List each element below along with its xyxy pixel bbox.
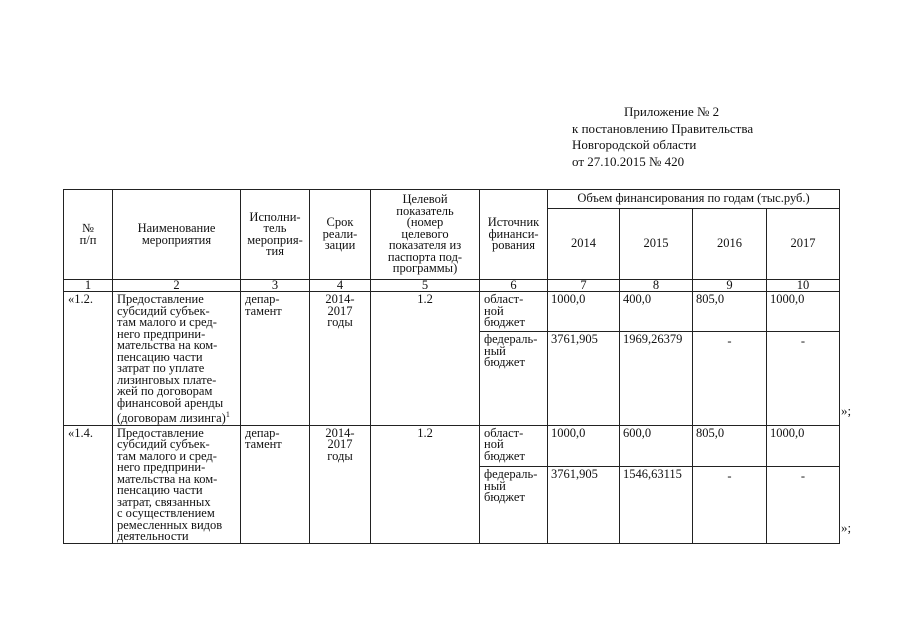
row-closing-mark: »; [841, 520, 852, 535]
column-number: 7 [548, 280, 620, 292]
amount-cell: - [693, 467, 767, 544]
column-number: 8 [620, 280, 693, 292]
document-header [572, 104, 753, 170]
header-year: 2015 [620, 209, 693, 280]
header-year: 2014 [548, 209, 620, 280]
target-indicator: 1.2 [371, 425, 480, 543]
column-number: 4 [310, 280, 371, 292]
funding-table [63, 189, 840, 544]
column-number: 10 [767, 280, 840, 292]
row-number: «1.2. [64, 292, 113, 426]
term: 2014- 2017 годы [310, 425, 371, 543]
appendix-line-date: от 27.10.2015 № 420 [572, 153, 685, 169]
amount-cell: 1000,0 [548, 425, 620, 466]
column-number: 9 [693, 280, 767, 292]
header-executor: Исполни- тель мероприя- тия [241, 190, 310, 280]
amount-cell: 1000,0 [767, 292, 840, 332]
header-year: 2017 [767, 209, 840, 280]
column-number: 2 [113, 280, 241, 292]
appendix-title: Приложение № 2 [624, 104, 720, 119]
header-target: Целевой показатель (номер целевого показателя из паспорта под- программы) [371, 190, 480, 280]
amount-cell: - [767, 332, 840, 425]
column-number: 5 [371, 280, 480, 292]
amount-cell: - [693, 332, 767, 425]
column-number: 6 [480, 280, 548, 292]
amount-cell: - [767, 467, 840, 544]
amount-cell: 3761,905 [548, 332, 620, 425]
amount-cell: 805,0 [693, 425, 767, 466]
amount-cell: 400,0 [620, 292, 693, 332]
target-indicator: 1.2 [371, 292, 480, 426]
header-term: Срок реали- зации [310, 190, 371, 280]
amount-cell: 1000,0 [767, 425, 840, 466]
funding-source: федераль- ный бюджет [480, 332, 548, 425]
header-name: Наименование мероприятия [113, 190, 241, 280]
amount-cell: 600,0 [620, 425, 693, 466]
executor: депар- тамент [241, 292, 310, 426]
amount-cell: 1546,63115 [620, 467, 693, 544]
column-number: 1 [64, 280, 113, 292]
column-number: 3 [241, 280, 310, 292]
measure-name: Предоставление субсидий субъек- там малого и сред- него предприни- мательства на ком- пенсацию части затрат по уплате лизинговых плате- жей по договорам финансовой аренды (договорам лизинга)$^1$ [113, 292, 241, 426]
term: 2014- 2017 годы [310, 292, 371, 426]
row-number: «1.4. [64, 425, 113, 543]
executor: депар- тамент [241, 425, 310, 543]
amount-cell: 805,0 [693, 292, 767, 332]
funding-source: област- ной бюджет [480, 292, 548, 332]
appendix-line-decree: к постановлению Правительства [572, 120, 754, 136]
appendix-line-region: Новгородской области [572, 137, 697, 152]
measure-name: Предоставление субсидий субъек- там малого и сред- него предприни- мательства на ком- пенсацию части затрат, связанных с осуществлением ремесленных видов деятельности [113, 425, 241, 543]
header-year: 2016 [693, 209, 767, 280]
header-source: Источник финанси- рования [480, 190, 548, 280]
header-num: № п/п [64, 190, 113, 280]
amount-cell: 1000,0 [548, 292, 620, 332]
amount-cell: 1969,26379 [620, 332, 693, 425]
funding-source: област- ной бюджет [480, 425, 548, 466]
funding-source: федераль- ный бюджет [480, 467, 548, 544]
row-closing-mark: »; [841, 403, 852, 418]
header-funding: Объем финансирования по годам (тыс.руб.) [548, 190, 840, 209]
amount-cell: 3761,905 [548, 467, 620, 544]
